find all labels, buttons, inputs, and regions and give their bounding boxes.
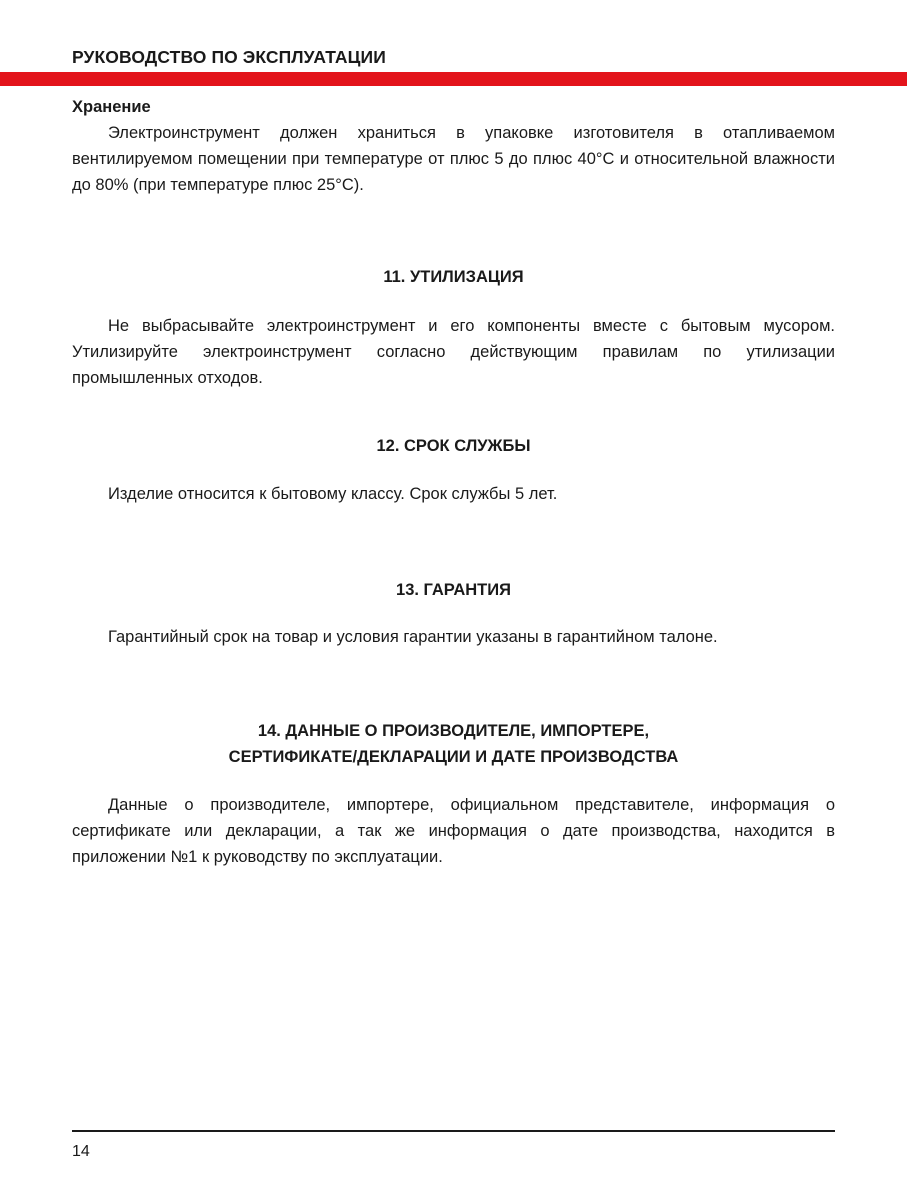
storage-paragraph: Электроинструмент должен храниться в упаковке изготовителя в отапливаемом вентилируемом помещении при температуре от плюс 5 до плюс 40°С и относительной влажности до 80% (при температуре плюс 25°С). xyxy=(72,124,835,194)
page-header-title: РУКОВОДСТВО ПО ЭКСПЛУАТАЦИИ xyxy=(72,47,386,67)
section-13-paragraph: Гарантийный срок на товар и условия гарантии указаны в гарантийном талоне. xyxy=(108,628,718,646)
section-11-paragraph: Не выбрасывайте электроинструмент и его компоненты вместе с бытовым мусором. Утилизируйте электроинструмент согласно действующим правилам по утилизации промышленных отходов. xyxy=(72,317,835,387)
section-13-heading: 13. ГАРАНТИЯ xyxy=(396,581,511,599)
section-14-paragraph: Данные о производителе, импортере, официальном представителе, информация о сертификате или декларации, а так же информация о дате производства, находится в приложении №1 к руководству по эксплуатации. xyxy=(72,796,835,866)
section-12-paragraph: Изделие относится к бытовому классу. Срок службы 5 лет. xyxy=(108,485,558,503)
header-accent-bar xyxy=(0,72,907,86)
section-14-heading-line1: 14. ДАННЫЕ О ПРОИЗВОДИТЕЛЕ, ИМПОРТЕРЕ, xyxy=(257,722,650,740)
page-number: 14 xyxy=(72,1143,90,1160)
footer-divider xyxy=(72,1130,835,1132)
storage-heading: Хранение xyxy=(72,98,151,116)
section-14-heading-line2: СЕРТИФИКАТЕ/ДЕКЛАРАЦИИ И ДАТЕ ПРОИЗВОДСТВА xyxy=(228,748,679,766)
section-11-heading: 11. УТИЛИЗАЦИЯ xyxy=(383,268,524,286)
section-12-heading: 12. СРОК СЛУЖБЫ xyxy=(376,437,531,455)
section-14-heading xyxy=(72,718,835,770)
